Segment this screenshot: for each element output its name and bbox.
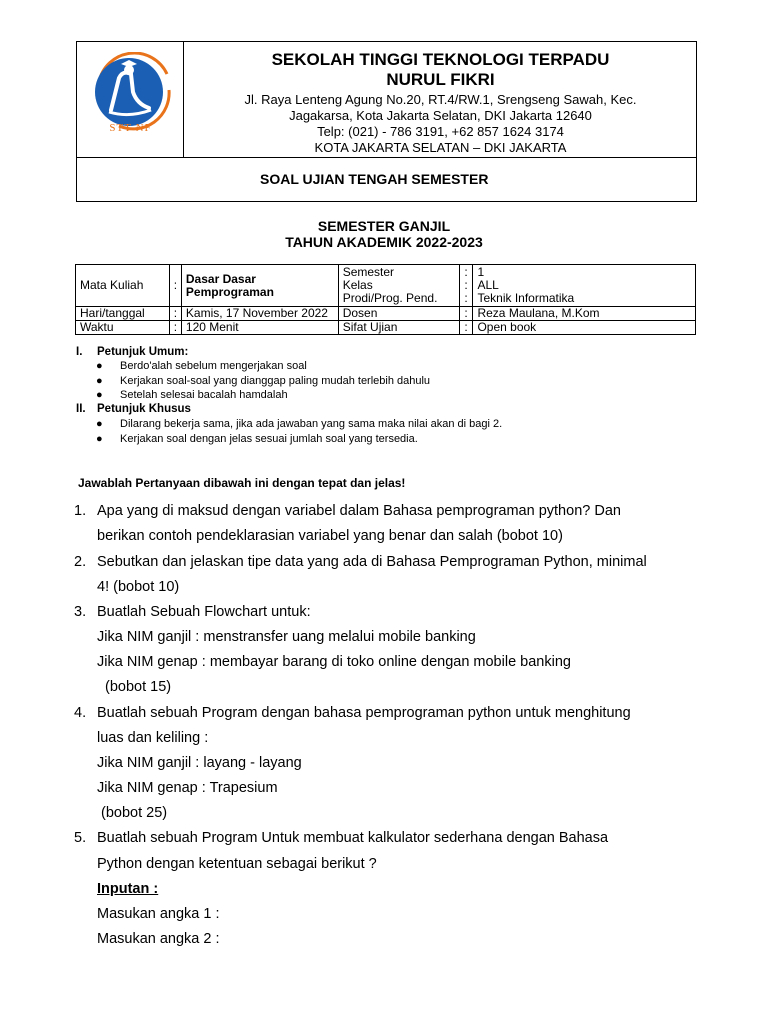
table-row (76, 307, 696, 321)
lecturer-value: Reza Maulana, M.Kom (473, 307, 696, 321)
question-text: berikan contoh pendeklarasian variabel yang benar dan salah (bobot 10) (97, 528, 563, 544)
colon: : (464, 278, 468, 292)
question-number: 3. (74, 604, 87, 620)
bullet-icon: ● (96, 360, 103, 372)
bullet-icon: ● (96, 389, 103, 401)
input-section-heading: Inputan : (97, 881, 159, 897)
letterhead-top (77, 42, 696, 158)
bullet-icon: ● (96, 433, 103, 445)
course-value: Dasar Dasar Pemprograman (181, 265, 338, 307)
semester-labels (338, 265, 459, 307)
address-line1: Jl. Raya Lenteng Agung No.20, RT.4/RW.1, Srengseng Sawah, Kec. (244, 92, 637, 107)
question-text: 4! (bobot 10) (97, 579, 180, 595)
question-weight: (bobot 25) (101, 805, 168, 821)
question-text: Jika NIM ganjil : layang - layang (97, 755, 302, 771)
city-line: KOTA JAKARTA SELATAN – DKI JAKARTA (314, 140, 567, 155)
semester-values (473, 265, 696, 307)
question-text: Apa yang di maksud dengan variabel dalam Bahasa pemprograman python? Dan (97, 503, 621, 519)
institution-name-line1: SEKOLAH TINGGI TEKNOLOGI TERPADU (271, 50, 610, 69)
colon-group (459, 265, 473, 307)
specific-instructions-heading (76, 403, 191, 415)
academic-year-title: TAHUN AKADEMIK 2022-2023 (285, 234, 483, 250)
colon: : (169, 307, 181, 321)
logo-cell (77, 42, 184, 158)
semester-label: Semester (342, 265, 395, 279)
exam-type-value: Open book (473, 321, 696, 335)
question-text: Buatlah sebuah Program Untuk membuat kalkulator sederhana dengan Bahasa (97, 830, 609, 846)
general-instructions-heading (76, 346, 188, 358)
colon: : (459, 307, 473, 321)
colon: : (169, 265, 181, 307)
logo-caption: STT-NF (109, 122, 152, 134)
phone-line: Telp: (021) - 786 3191, +62 857 1624 3174 (317, 124, 564, 139)
question-text: Jika NIM ganjil : menstransfer uang melalui mobile banking (97, 629, 476, 645)
date-label: Hari/tanggal (76, 307, 170, 321)
date-value: Kamis, 17 November 2022 (181, 307, 338, 321)
list-item-text: Dilarang bekerja sama, jika ada jawaban yang sama maka nilai akan di bagi 2. (120, 418, 503, 430)
question-weight: (bobot 15) (105, 679, 172, 695)
table-row (76, 265, 696, 307)
list-item-text: Setelah selesai bacalah hamdalah (120, 389, 288, 401)
class-value: ALL (477, 278, 499, 292)
question-text: Masukan angka 1 : (97, 906, 220, 922)
question-number: 1. (74, 503, 87, 519)
semester-value: 1 (477, 265, 485, 279)
answer-instruction: Jawablah Pertanyaan dibawah ini dengan tepat dan jelas! (78, 476, 406, 490)
colon: : (169, 321, 181, 335)
heading-text: Petunjuk Khusus (97, 403, 191, 415)
list-item-text: Kerjakan soal dengan jelas sesuai jumlah soal yang tersedia. (120, 433, 418, 445)
list-item-text: Berdo'alah sebelum mengerjakan soal (120, 360, 307, 372)
question-number: 2. (74, 554, 87, 570)
question-number: 4. (74, 705, 87, 721)
heading-text: Petunjuk Umum: (97, 346, 189, 358)
bullet-icon: ● (96, 375, 103, 387)
lecturer-label: Dosen (338, 307, 459, 321)
institution-info (185, 42, 696, 158)
roman-numeral: I. (76, 346, 83, 358)
colon: : (459, 321, 473, 335)
program-value: Teknik Informatika (477, 291, 575, 305)
question-text: Buatlah Sebuah Flowchart untuk: (97, 604, 311, 620)
colon: : (464, 291, 468, 305)
question-text: Jika NIM genap : Trapesium (97, 780, 278, 796)
course-info-table (75, 264, 696, 335)
question-text: Buatlah sebuah Program dengan bahasa pemprograman python untuk menghitung (97, 705, 631, 721)
program-label: Prodi/Prog. Pend. (342, 291, 438, 305)
time-label: Waktu (76, 321, 170, 335)
question-text: Jika NIM genap : membayar barang di toko online dengan mobile banking (97, 654, 571, 670)
address-line2: Jagakarsa, Kota Jakarta Selatan, DKI Jakarta 12640 (289, 108, 592, 123)
exam-type-label: Sifat Ujian (338, 321, 459, 335)
class-label: Kelas (342, 278, 373, 292)
course-label: Mata Kuliah (76, 265, 170, 307)
roman-numeral: II. (76, 403, 86, 415)
question-text: Masukan angka 2 : (97, 931, 220, 947)
table-row (76, 321, 696, 335)
question-text: Sebutkan dan jelaskan tipe data yang ada di Bahasa Pemprograman Python, minimal (97, 554, 647, 570)
bullet-icon: ● (96, 418, 103, 430)
question-text: luas dan keliling : (97, 730, 209, 746)
question-number: 5. (74, 830, 87, 846)
list-item-text: Kerjakan soal-soal yang dianggap paling mudah terlebih dahulu (120, 375, 431, 387)
colon: : (464, 265, 468, 279)
semester-title: SEMESTER GANJIL (317, 218, 451, 234)
exam-title: SOAL UJIAN TENGAH SEMESTER (260, 171, 489, 187)
question-text: Python dengan ketentuan sebagai berikut ? (97, 856, 377, 872)
institution-name-line2: NURUL FIKRI (386, 70, 495, 89)
letterhead (76, 41, 697, 202)
time-value: 120 Menit (181, 321, 338, 335)
